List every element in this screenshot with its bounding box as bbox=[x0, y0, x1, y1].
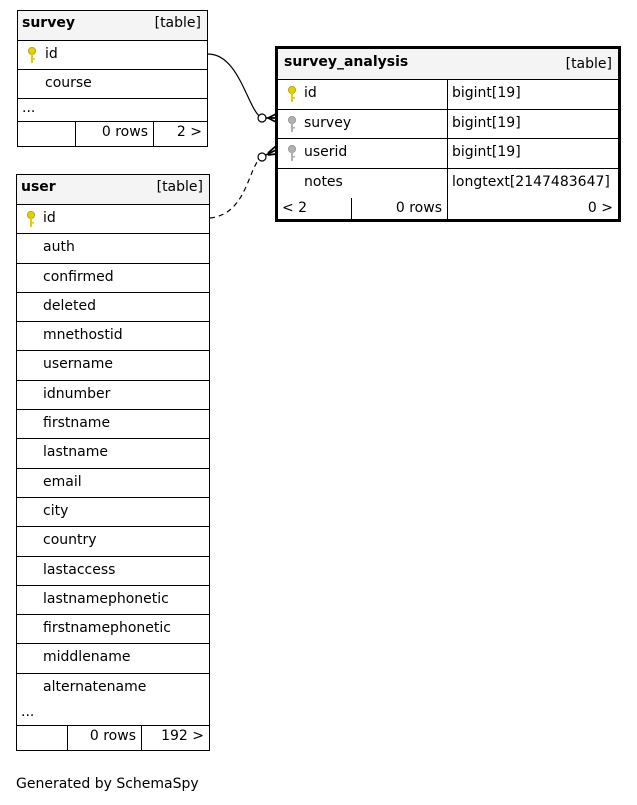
table-kind: [table] bbox=[156, 179, 203, 195]
column-row bbox=[17, 557, 209, 586]
column-row bbox=[17, 527, 209, 556]
survey-relation-circle bbox=[258, 114, 266, 122]
column-name: id bbox=[304, 85, 317, 101]
column-name: id bbox=[45, 46, 58, 62]
column-row bbox=[18, 70, 207, 99]
survey-analysis-table[interactable] bbox=[275, 46, 621, 222]
column-type: bigint[19] bbox=[447, 139, 618, 168]
user-table[interactable] bbox=[16, 174, 210, 751]
column-name: alternatename bbox=[43, 678, 147, 695]
table-kind: [table] bbox=[154, 15, 201, 31]
column-row bbox=[278, 169, 618, 199]
children-count[interactable]: 192 > bbox=[161, 728, 204, 745]
column-row bbox=[17, 234, 209, 263]
table-name: survey_analysis bbox=[284, 54, 409, 70]
column-name: course bbox=[45, 75, 92, 91]
column-type: bigint[19] bbox=[447, 80, 618, 109]
user-table-header bbox=[17, 175, 209, 205]
more-columns-row bbox=[18, 99, 207, 122]
column-name: middlename bbox=[43, 649, 131, 666]
row-count: 0 rows bbox=[101, 124, 148, 140]
survey-table-header bbox=[18, 11, 207, 41]
column-row bbox=[17, 410, 209, 439]
more-indicator: ... bbox=[21, 704, 35, 721]
column-type: bigint[19] bbox=[447, 110, 618, 139]
column-row bbox=[17, 439, 209, 468]
table-name: user bbox=[21, 179, 56, 195]
table-footer bbox=[18, 122, 207, 146]
table-footer bbox=[278, 198, 618, 222]
user-relation-circle bbox=[258, 153, 266, 161]
column-row bbox=[17, 498, 209, 527]
more-columns-row bbox=[17, 703, 209, 726]
column-type: longtext[2147483647] bbox=[447, 169, 618, 199]
foreign-key-icon bbox=[287, 144, 297, 162]
column-name: userid bbox=[304, 144, 348, 160]
user-to-analysis-line bbox=[210, 157, 262, 218]
foreign-key-icon bbox=[287, 115, 297, 133]
column-name: confirmed bbox=[43, 268, 114, 285]
column-row bbox=[278, 110, 618, 140]
table-kind: [table] bbox=[565, 56, 612, 72]
column-row bbox=[17, 469, 209, 498]
row-count: 0 rows bbox=[89, 728, 136, 745]
children-count[interactable]: 2 > bbox=[176, 124, 202, 140]
column-name: country bbox=[43, 532, 97, 549]
column-row bbox=[278, 80, 618, 110]
column-name: lastnamephonetic bbox=[43, 590, 169, 607]
primary-key-icon bbox=[287, 85, 297, 103]
column-name: city bbox=[43, 502, 69, 519]
column-row bbox=[17, 293, 209, 322]
survey-table[interactable] bbox=[17, 10, 208, 147]
column-row bbox=[18, 41, 207, 70]
column-name: idnumber bbox=[43, 385, 111, 402]
column-row bbox=[17, 205, 209, 234]
row-count: 0 rows bbox=[395, 200, 442, 216]
survey-analysis-table-header bbox=[278, 49, 618, 80]
column-row bbox=[17, 586, 209, 615]
primary-key-icon bbox=[27, 46, 37, 64]
column-row bbox=[17, 674, 209, 703]
column-row bbox=[17, 381, 209, 410]
column-row bbox=[278, 139, 618, 169]
column-name: auth bbox=[43, 239, 75, 256]
column-row bbox=[17, 322, 209, 351]
table-name: survey bbox=[22, 15, 75, 31]
column-name: deleted bbox=[43, 297, 96, 314]
children-count: 0 > bbox=[587, 200, 613, 216]
column-name: lastaccess bbox=[43, 561, 116, 578]
column-name: email bbox=[43, 473, 82, 490]
table-footer bbox=[17, 726, 209, 750]
column-row bbox=[17, 351, 209, 380]
column-row bbox=[17, 644, 209, 673]
column-name: lastname bbox=[43, 444, 108, 461]
survey-to-analysis-line bbox=[208, 54, 262, 118]
more-indicator: ... bbox=[22, 100, 36, 116]
column-row bbox=[17, 264, 209, 293]
parents-count[interactable]: < 2 bbox=[282, 200, 308, 216]
column-name: firstname bbox=[43, 415, 111, 432]
column-name: notes bbox=[304, 173, 343, 190]
column-name: mnethostid bbox=[43, 327, 123, 344]
column-name: firstnamephonetic bbox=[43, 620, 171, 637]
generated-by-note: Generated by SchemaSpy bbox=[16, 776, 199, 792]
column-name: username bbox=[43, 356, 113, 373]
column-name: survey bbox=[304, 114, 352, 131]
primary-key-icon bbox=[26, 210, 36, 228]
column-name: id bbox=[43, 210, 56, 226]
column-row bbox=[17, 615, 209, 644]
